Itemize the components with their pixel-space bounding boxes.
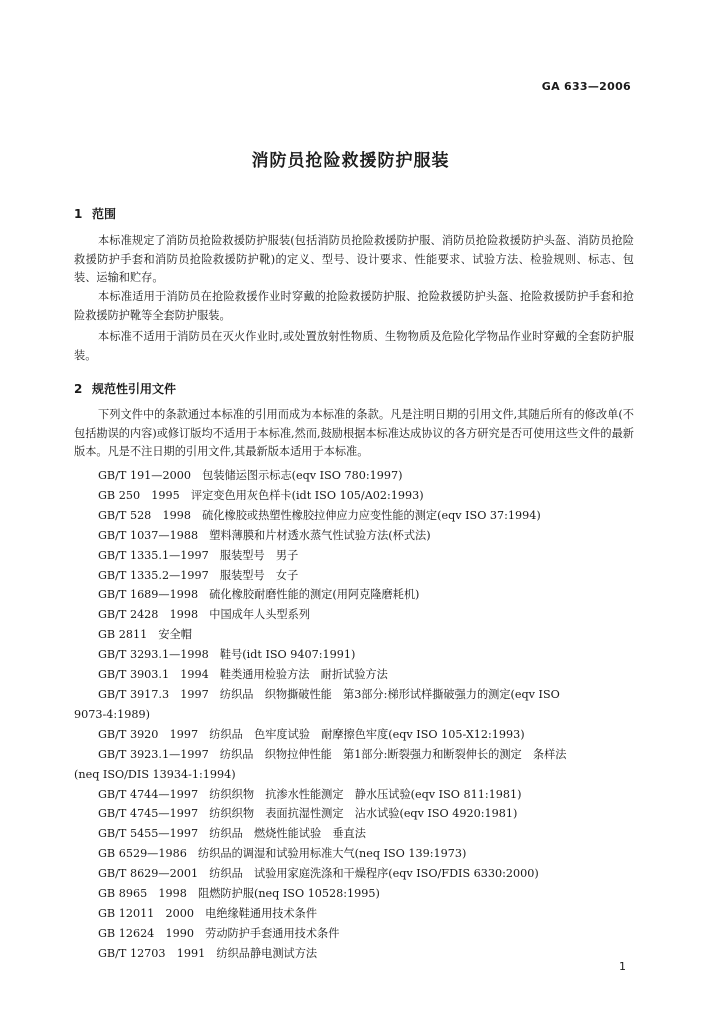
reference-item: GB/T 1689—1998 硫化橡胶耐磨性能的测定(用阿克隆磨耗机) <box>98 588 420 602</box>
reference-item: GB/T 5455—1997 纺织品 燃烧性能试验 垂直法 <box>98 827 366 841</box>
reference-item: GB 2811 安全帽 <box>98 628 192 642</box>
reference-item: GB/T 528 1998 硫化橡胶或热塑性橡胶拉伸应力应变性能的测定(eqv ISO 37:1994) <box>98 508 541 522</box>
section-1-heading <box>74 205 116 222</box>
standard-code: GA 633—2006 <box>541 80 631 93</box>
section-2-heading <box>74 380 176 397</box>
reference-item: GB 12624 1990 劳动防护手套通用技术条件 <box>98 926 340 940</box>
reference-item: GB/T 8629—2001 纺织品 试验用家庭洗涤和干燥程序(eqv ISO/FDIS 6330:2000) <box>98 867 539 881</box>
reference-item: GB 250 1995 评定变色用灰色样卡(idt ISO 105/A02:1993) <box>98 488 424 502</box>
reference-item: GB/T 1335.2—1997 服装型号 女子 <box>98 568 299 582</box>
reference-item: GB/T 191—2000 包装储运图示标志(eqv ISO 780:1997) <box>98 469 403 482</box>
reference-item: GB/T 3917.3 1997 纺织品 织物撕破性能 第3部分:梯形试样撕破强力的测定(eqv ISO 9073-4:1989) <box>74 685 634 725</box>
reference-item: GB 8965 1998 阻燃防护服(neq ISO 10528:1995) <box>98 887 380 901</box>
reference-item: GB/T 2428 1998 中国成年人头型系列 <box>98 608 310 622</box>
reference-item: GB/T 3923.1—1997 纺织品 织物拉伸性能 第1部分:断裂强力和断裂伸长的测定 条样法 (neq ISO/DIS 13934-1:1994) <box>74 745 634 785</box>
reference-item: GB/T 4745—1997 纺织织物 表面抗湿性测定 沾水试验(eqv ISO 4920:1981) <box>98 807 518 821</box>
reference-item: GB/T 12703 1991 纺织品静电测试方法 <box>98 946 318 960</box>
reference-item: GB/T 3293.1—1998 鞋号(idt ISO 9407:1991) <box>98 648 356 662</box>
section-1-paragraph-3: 本标准不适用于消防员在灭火作业时,或处置放射性物质、生物物质及危险化学物品作业时穿戴的全套防护服装。 <box>74 330 634 362</box>
reference-item: GB/T 3920 1997 纺织品 色牢度试验 耐摩擦色牢度(eqv ISO 105-X12:1993) <box>98 727 525 741</box>
section-2-intro: 下列文件中的条款通过本标准的引用而成为本标准的条款。凡是注明日期的引用文件,其随后所有的修改单(不包括勘误的内容)或修订版均不适用于本标准,然而,鼓励根据本标准达成协议的各方研究是否可使用这些文件的最新版本。凡是不注日期的引用文件,其最新版本适用于本标准。 <box>74 408 634 458</box>
reference-item-continuation: (neq ISO/DIS 13934-1:1994) <box>74 767 236 781</box>
page-number: 1 <box>619 960 626 973</box>
normative-references-list <box>74 466 634 964</box>
reference-item: GB/T 1335.1—1997 服装型号 男子 <box>98 548 299 562</box>
section-1-title: 范围 <box>92 207 117 221</box>
reference-item: GB/T 3903.1 1994 鞋类通用检验方法 耐折试验方法 <box>98 668 388 682</box>
reference-item: GB 12011 2000 电绝缘鞋通用技术条件 <box>98 906 318 920</box>
reference-item: GB/T 4744—1997 纺织织物 抗渗水性能测定 静水压试验(eqv ISO 811:1981) <box>98 787 522 801</box>
section-2-title: 规范性引用文件 <box>92 382 177 396</box>
section-1-paragraph-1: 本标准规定了消防员抢险救援防护服装(包括消防员抢险救援防护服、消防员抢险救援防护头盔、消防员抢险救援防护手套和消防员抢险救援防护靴)的定义、型号、设计要求、性能要求、试验方法、检验规则、标志、包装、运输和贮存。 <box>74 234 634 284</box>
section-2-number: 2 <box>74 382 83 396</box>
section-1-number: 1 <box>74 207 83 221</box>
reference-item: GB 6529—1986 纺织品的调湿和试验用标准大气(neq ISO 139:1973) <box>98 847 467 861</box>
section-1-paragraph-2: 本标准适用于消防员在抢险救援作业时穿戴的抢险救援防护服、抢险救援防护头盔、抢险救援防护手套和抢险救援防护靴等全套防护服装。 <box>74 290 634 322</box>
reference-item-continuation: 9073-4:1989) <box>74 707 150 721</box>
document-title: 消防员抢险救援防护服装 <box>251 151 450 171</box>
reference-item: GB/T 1037—1988 塑料薄膜和片材透水蒸气性试验方法(杯式法) <box>98 528 431 542</box>
